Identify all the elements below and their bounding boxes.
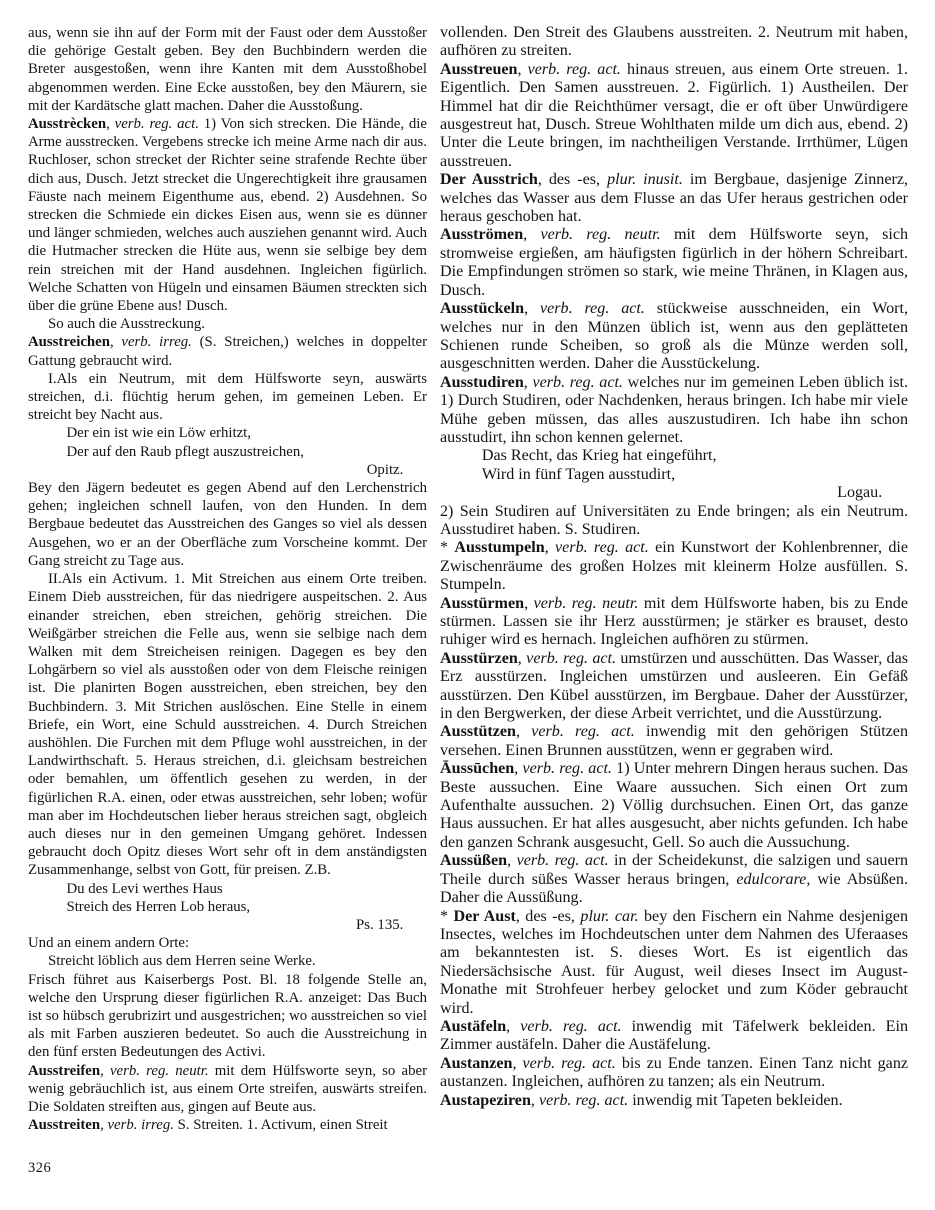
headword: Āussūchen (440, 760, 515, 778)
dictionary-entry (440, 1092, 908, 1110)
text-run: ein Kunstwort der Kohlenbrenner, die Zwischenräume des großen Holzes mit kleinerm Holze ausfüllen. S. Stumpeln. (440, 539, 909, 594)
headword: Ausstrècken (28, 116, 107, 133)
text-run: inwendig mit Tapeten bekleiden. (628, 1091, 843, 1109)
text-run: , des -es, (515, 907, 581, 925)
text-run: Das Recht, das Krieg hat eingeführt, (481, 447, 717, 465)
grammar-label: verb. reg. act. (522, 1054, 616, 1072)
headword: Ausstumpeln (454, 539, 545, 557)
headword: Ausstürzen (440, 649, 518, 667)
paragraph (440, 24, 908, 61)
text-run: , des -es, (537, 171, 608, 189)
text-run: Wird in fünf Tagen ausstudirt, (481, 465, 676, 483)
page-number: 326 (28, 1160, 52, 1176)
text-run: Streicht löblich aus dem Herren seine Werke. (47, 953, 316, 970)
text-run: (S. Streichen,) welches in doppelter Gattung gebraucht wird. (28, 334, 427, 369)
grammar-label: verb. irreg. (121, 334, 192, 351)
text-run: mit dem Hülfsworte haben, bis zu Ende stürmen. Lassen sie ihr Herz ausstürmen; je stärker es brauset, desto ruhiger wird es hernach. Ingleichen aufhören zu stürmen. (440, 594, 908, 649)
dictionary-entry (440, 1055, 908, 1092)
verse-line (66, 898, 427, 916)
grammar-label: verb. reg. act. (520, 1017, 622, 1035)
grammar-label: verb. reg. act. (516, 852, 609, 870)
text-run: , (523, 373, 533, 391)
text-run: , (100, 1117, 108, 1134)
text-run: umstürzen und ausschütten. Das Wasser, das Erz ausstürzen. Ingleichen umstürzen und ausleeren. Ein Gefäß ausstürzen. Den Kübel ausstürzen, im Bergbaue. Daher der Ausstürzer, in den Bergwerken, der diese Arbeit verrichtet, und die Ausstürzung. (440, 649, 909, 723)
verse-line (66, 880, 427, 898)
dictionary-entry (440, 852, 908, 907)
dictionary-entry (28, 1116, 427, 1134)
dictionary-entry (440, 171, 908, 226)
citation-attribution (28, 461, 427, 479)
verse-line (66, 443, 427, 461)
text-run: , (524, 594, 534, 612)
headword: Der Ausstrich (440, 171, 538, 189)
dictionary-entry (440, 760, 908, 852)
grammar-label: plur. inusit. (607, 171, 683, 189)
text-run: aus, wenn sie ihn auf der Form mit der Faust oder dem Ausstoßer die gehörige Gestalt geben. Bey den Buchbindern werden die Breter ausgestoßen, wenn ihre Kanten mit dem Ausstoßhobel abgenommen werden. Eine Ecke ausstoßen, bey den Mäurern, sie mit der Kardätsche glatt machen. Daher die Ausstoßung. (28, 25, 427, 114)
grammar-label: verb. irreg. (107, 1117, 174, 1134)
text-run: welches nur im gemeinen Leben üblich ist. 1) Durch Studiren, oder Nachdenken, heraus bringen. Ich habe mir viele Mühe geben müssen, das alles auszustudiren. Ich habe ihn schon ausstudirt, ihn schon kennen gelernet. (440, 373, 909, 446)
grammar-label: verb. reg. neutr. (109, 1062, 209, 1079)
text-run: Logau. (837, 484, 883, 502)
text-run: * (440, 907, 454, 925)
headword: Der Aust (453, 907, 516, 925)
text-run: stückweise ausschneiden, ein Wort, welches nur in den Münzen üblich ist, wenn aus den geplätteten Schienen runde Scheiben, so groß als die Münze werden soll, ausgeschnitten werden. Daher die Ausstückelung. (440, 300, 909, 373)
dictionary-entry (440, 539, 908, 594)
headword: Ausstürmen (440, 594, 525, 612)
headword: Ausstudiren (440, 373, 524, 391)
headword: Ausstreifen (28, 1062, 101, 1079)
text-run: Der ein ist wie ein Löw erhitzt, (66, 425, 251, 442)
dictionary-entry (28, 1062, 427, 1117)
headword: Ausstreichen (28, 334, 110, 351)
headword: Ausströmen (440, 226, 524, 244)
paragraph (28, 479, 427, 570)
dictionary-entry (28, 115, 427, 315)
citation-attribution (440, 484, 908, 502)
headword: Ausstückeln (440, 300, 525, 318)
dictionary-entry (440, 908, 908, 1018)
paragraph (28, 971, 427, 1062)
text-run: So auch die Ausstreckung. (47, 316, 205, 333)
paragraph (440, 503, 908, 540)
text-run: Opitz. (366, 461, 404, 478)
text-run: , (106, 116, 115, 133)
text-run: , (524, 300, 540, 318)
text-run: , (544, 539, 556, 557)
headword: Ausstützen (440, 723, 517, 741)
text-run: 2) Sein Studiren auf Universitäten zu Ende bringen; als ein Neutrum. Ausstudiret haben. S. Studiren. (440, 502, 908, 538)
text-run: im Bergbaue, dasjenige Zinnerz, welches das Wasser aus dem Flusse an das Ufer heraus gestrichen oder heraus geschoben hat. (440, 171, 909, 226)
grammar-label: verb. reg. act. (538, 1091, 629, 1109)
text-run: bis zu Ende tanzen. Einen Tanz nicht ganz austanzen. Ingleichen, aufhören zu tanzen; als ein Neutrum. (440, 1054, 909, 1091)
paragraph (28, 952, 427, 970)
text-run: * (440, 539, 455, 557)
text-run: , (517, 649, 527, 667)
dictionary-entry (440, 1018, 908, 1055)
text-run: , (507, 852, 517, 870)
dictionary-entry (440, 595, 908, 650)
headword: Austapeziren (440, 1091, 531, 1109)
dictionary-entry (440, 300, 908, 374)
headword: Austäfeln (440, 1017, 507, 1035)
text-run: inwendig mit den gehörigen Stützen versehen. Einen Brunnen ausstützen, wenn er gegraben wird. (440, 723, 908, 759)
text-run: , (100, 1062, 110, 1079)
text-run: Ps. 135. (356, 916, 404, 933)
text-run: Streich des Herren Lob heraus, (66, 898, 251, 915)
text-run: S. Streiten. 1. Activum, einen Streit (173, 1117, 388, 1134)
text-run: Und an einem andern Orte: (28, 935, 190, 952)
grammar-label: verb. reg. act. (531, 723, 635, 741)
headword: Austanzen (440, 1054, 513, 1072)
verse-line (482, 466, 908, 484)
text-run: Bey den Jägern bedeutet es gegen Abend auf den Lerchenstrich gehen; ingleichen schnell laufen, von den Hunden. In dem Bergbaue bedeutet das Ausstreichen des Ganges so viel als dessen Ausgehen, wo er an der Oberfläche zum Vorscheine kommt. Der Gang streicht zu Tage aus. (28, 480, 427, 569)
text-column-left (28, 24, 427, 1134)
paragraph (28, 570, 427, 879)
text-run: II.Als ein Activum. 1. Mit Streichen aus einem Orte treiben. Einem Dieb ausstreichen, für das niedrigere auspeitschen. 2. Aus einander streichen, eben streichen, gehörig streichen. Die Weißgärber streichen die Felle aus, wenn sie selbige nach dem Walken mit dem Streicheisen reinigen. Dagegen es bey den Lohgärbern so viel als ausstoßen oder von dem Fleische reinigen ist. Die planirten Bogen ausstreichen, eben streichen, bey den Buchbindern. 3. Mit Strichen auslöschen. Eine Stelle in einem Briefe, ein Wort, eine Schuld ausstreichen. 4. Durch Streichen aushöhlen. Die Furchen mit dem Pfluge wohl ausstreichen, in der Landwirthschaft. 5. Heraus streichen, d.i. gleichsam bestreichen oder bemahlen, um öffentlich gesehen zu werden, in der figürlichen R.A. einen, oder etwas ausstreichen, sehr loben; wofür man aber im Hochdeutschen lieber heraus streichen sagt, obgleich auch dieses nur in den gemeinen Umgang gehöret. Indessen gebraucht doch Opitz dieses Wort sehr oft in dem anständigsten Zusammenhange, selbst von Gott, für preisen. Z.B. (28, 571, 427, 879)
text-run: , (517, 60, 528, 78)
headword: Ausstreuen (440, 60, 518, 78)
grammar-label: verb. reg. neutr. (540, 226, 661, 244)
text-run: in der Scheidekunst, die salzigen und sauern Theile durch süßes Wasser heraus bringen, (440, 852, 909, 888)
text-run: Du des Levi werthes Haus (66, 880, 223, 897)
grammar-label: plur. car. (580, 907, 639, 925)
text-column-right (440, 24, 908, 1110)
grammar-label: verb. reg. act. (114, 116, 199, 133)
citation-attribution (28, 916, 427, 934)
text-run: , wie Absüßen. Daher die Aussüßung. (440, 870, 908, 907)
text-run: Frisch führet aus Kaiserbergs Post. Bl. 18 folgende Stelle an, welche den Ursprung dieser figürlichen R.A. anzeiget: Das Buch ist so hübsch gerubrizirt und ausgestrichen; wo ausstreichen so viel als mit Farben auszieren bedeutet. So auch die Ausstreichung in den fünf ersten Bedeutungen des Activi. (28, 971, 427, 1061)
paragraph (28, 24, 427, 115)
text-run: , (109, 334, 122, 351)
grammar-label: verb. reg. neutr. (533, 594, 639, 612)
verse-line (482, 447, 908, 465)
grammar-label: verb. reg. act. (539, 300, 645, 318)
paragraph (28, 315, 427, 333)
text-run: 1) Unter mehrern Dingen heraus suchen. Das Beste aussuchen. Eine Waare aussuchen. Sich einen Ort zum Aufenthalte aussuchen. 2) Völlig durchsuchen. Einen Ort, das ganze Haus aussuchen. Er hat alles ausgesucht, aber nichts gefunden. Ich habe den ganzen Schrank ausgesucht, Gell. So auch die Aussuchung. (440, 760, 909, 851)
text-run: , (523, 226, 541, 244)
dictionary-entry (440, 723, 908, 760)
dictionary-entry (440, 226, 908, 300)
grammar-label: edulcorare (736, 870, 807, 888)
dictionary-entry (28, 333, 427, 369)
text-run: mit dem Hülfsworte seyn, so aber wenig gebräuchlich ist, aus einem Orte streifen, auswärts streifen. Die Soldaten streiften aus, gingen auf Beute aus. (28, 1062, 427, 1115)
text-run: inwendig mit Täfelwerk bekleiden. Ein Zimmer austäfeln. Daher die Austäfelung. (440, 1017, 908, 1054)
dictionary-entry (440, 650, 908, 724)
grammar-label: verb. reg. act. (522, 760, 612, 778)
text-run: , (506, 1017, 521, 1035)
headword: Ausstreiten (28, 1117, 101, 1134)
text-run: , (514, 760, 523, 778)
text-run: hinaus streuen, aus einem Orte streuen. 1. Eigentlich. Den Samen ausstreuen. 2. Figürlich. 1) Austheilen. Der Himmel hat dir die Reichthümer versagt, die er oft über Unwürdigere ausgestreut hat, Dusch. Streue Wohlthaten milde um dich aus, ebend. 2) Unter die Leute bringen, im nachtheiligen Verstande. Irrthümer, Lügen ausstreuen. (440, 60, 909, 170)
text-run: Der auf den Raub pflegt auszustreichen, (66, 443, 304, 460)
headword: Aussüßen (440, 852, 508, 870)
paragraph (28, 934, 427, 952)
grammar-label: verb. reg. act. (527, 60, 621, 78)
grammar-label: verb. reg. act. (555, 539, 649, 557)
text-run: , (530, 1091, 539, 1109)
dictionary-entry (440, 374, 908, 448)
verse-line (66, 424, 427, 442)
text-run: vollenden. Den Streit des Glaubens ausstreiten. 2. Neutrum mit haben, aufhören zu streiten. (440, 24, 908, 60)
grammar-label: verb. reg. act. (532, 373, 623, 391)
text-run: mit dem Hülfsworte seyn, sich stromweise ergießen, am häufigsten figürlich in der höhern Schreibart. Die Empfindungen strömen so stark, wie meine Thränen, in Klagen aus, Dusch. (440, 226, 909, 299)
text-run: 1) Von sich strecken. Die Hände, die Arme ausstrecken. Vergebens strecke ich meine Arme nach dir aus. Ruchloser, schon strecket der Richter seine strafende Rechte über dich aus, Dusch. Jetzt strecket die Ungerechtigkeit ihre grausamen Fäuste nach meinem Eigenthume aus, ebend. 2) Ausdehnen. So strecken die Schmiede ein dickes Eisen aus, wenn sie es dünner und länger schmieden, welches auch ausziehen genannt wird. Auch die Hutmacher strecken die Hüte aus, wenn sie selbige bey dem rein streichen mit der Hand ausdehnen. Ingleichen figürlich. Welche Schatten von Hügeln und einsamen Bäumen streckten sich über die grüne Ebene aus! Dusch. (28, 116, 427, 315)
text-run: bey den Fischern ein Nahme desjenigen Insectes, welches im Hochdeutschen unter dem Nahmen des Uferaases am bekanntesten ist. S. dieses Wort. Es ist eigentlich das Niedersächsische Aust. für August, weil dieses Insect im August-Monathe mit Strohfeuer herbey gelocket und zum Köder gebraucht wird. (440, 907, 908, 1017)
text-run: I.Als ein Neutrum, mit dem Hülfsworte seyn, auswärts streichen, d.i. flüchtig herum gehen, im gemeinen Leben. Er streicht bey Nacht aus. (28, 370, 427, 424)
text-run: , (516, 723, 532, 741)
paragraph (28, 370, 427, 425)
dictionary-entry (440, 61, 908, 171)
text-run: , (512, 1054, 523, 1072)
grammar-label: verb. reg. act. (526, 649, 617, 667)
